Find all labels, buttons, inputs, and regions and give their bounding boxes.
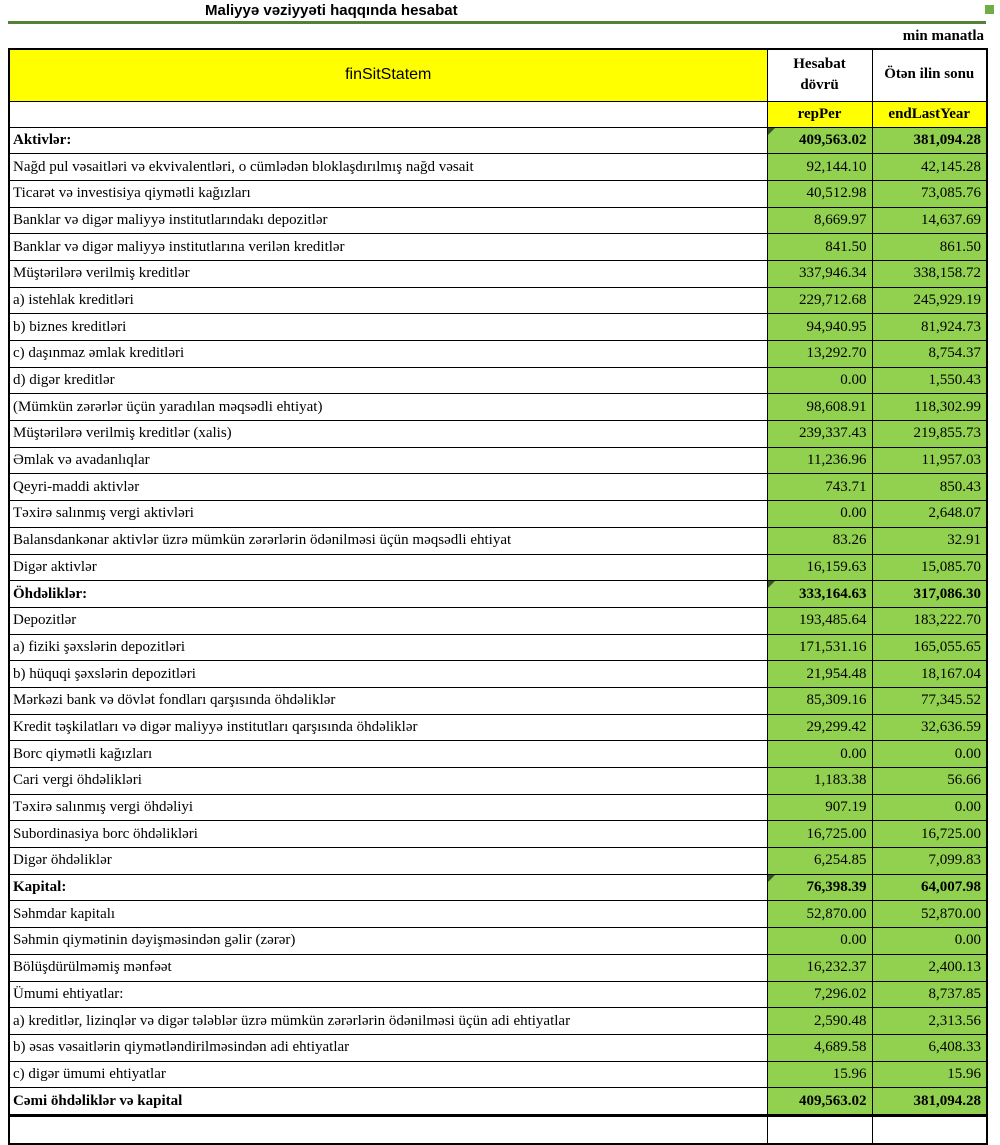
repper-value-cell[interactable]: 841.50 <box>767 234 872 261</box>
row-label-cell[interactable]: b) əsas vəsaitlərin qiymətləndirilməsindən adi ehtiyatlar <box>9 1034 767 1061</box>
row-label-cell[interactable]: Borc qiymətli kağızları <box>9 741 767 768</box>
endlastyear-value-cell[interactable]: 15,085.70 <box>872 554 987 581</box>
endlastyear-value-cell[interactable]: 16,725.00 <box>872 821 987 848</box>
repper-value-cell[interactable]: 239,337.43 <box>767 421 872 448</box>
table-row <box>9 661 987 688</box>
table-row <box>9 234 987 261</box>
row-label-cell[interactable]: Cəmi öhdəliklər və kapital <box>9 1088 767 1116</box>
endlastyear-value-cell[interactable]: 56.66 <box>872 768 987 795</box>
repper-value-cell[interactable] <box>767 1115 872 1143</box>
repper-value-cell[interactable]: 7,296.02 <box>767 981 872 1008</box>
row-label-cell[interactable]: b) biznes kreditləri <box>9 314 767 341</box>
row-label-cell[interactable]: c) digər ümumi ehtiyatlar <box>9 1061 767 1088</box>
table-row <box>9 981 987 1008</box>
table-row <box>9 581 987 608</box>
row-label-cell[interactable]: Müştərilərə verilmiş kreditlər <box>9 260 767 287</box>
row-label-cell[interactable]: Ümumi ehtiyatlar: <box>9 981 767 1008</box>
endlastyear-value-cell[interactable]: 42,145.28 <box>872 154 987 181</box>
endlastyear-value-cell[interactable] <box>872 1115 987 1143</box>
repper-value-cell[interactable]: 337,946.34 <box>767 260 872 287</box>
row-label-cell[interactable]: Balansdankənar aktivlər üzrə mümkün zərərlərin ödənilməsi üçün məqsədli ehtiyat <box>9 527 767 554</box>
table-row <box>9 1115 987 1143</box>
row-label-cell[interactable]: a) istehlak kreditləri <box>9 287 767 314</box>
row-label-cell[interactable]: Qeyri-maddi aktivlər <box>9 474 767 501</box>
repper-value-cell[interactable]: 333,164.63 <box>767 581 872 608</box>
repper-value-cell[interactable]: 0.00 <box>767 928 872 955</box>
row-label-cell[interactable]: Kapital: <box>9 874 767 901</box>
title-row <box>8 0 986 21</box>
table-row <box>9 260 987 287</box>
sheet-title: Maliyyə vəziyyəti haqqında hesabat <box>205 2 458 19</box>
endlastyear-value-cell[interactable]: 73,085.76 <box>872 180 987 207</box>
table-body <box>9 127 987 1144</box>
endlastyear-value-cell[interactable]: 1,550.43 <box>872 367 987 394</box>
table-row <box>9 634 987 661</box>
table-row <box>9 447 987 474</box>
table-row <box>9 127 987 154</box>
table-row <box>9 180 987 207</box>
endlastyear-value-cell[interactable]: 15.96 <box>872 1061 987 1088</box>
endlastyear-value-cell[interactable]: 6,408.33 <box>872 1034 987 1061</box>
spreadsheet-page <box>8 0 986 1145</box>
table-row <box>9 421 987 448</box>
row-label-cell[interactable]: Səhmin qiymətinin dəyişməsindən gəlir (zərər) <box>9 928 767 955</box>
row-label-cell[interactable]: Bölüşdürülməmiş mənfəət <box>9 954 767 981</box>
endlastyear-value-cell[interactable]: 32,636.59 <box>872 714 987 741</box>
row-label-cell[interactable]: Müştərilərə verilmiş kreditlər (xalis) <box>9 421 767 448</box>
table-row <box>9 874 987 901</box>
repper-value-cell[interactable]: 16,725.00 <box>767 821 872 848</box>
table-row <box>9 1008 987 1035</box>
table-row <box>9 1034 987 1061</box>
table-row <box>9 341 987 368</box>
repper-value-cell[interactable]: 907.19 <box>767 794 872 821</box>
endlastyear-value-cell[interactable]: 2,313.56 <box>872 1008 987 1035</box>
row-label-cell[interactable]: Nağd pul vəsaitləri və ekvivalentləri, o cümlədən bloklaşdırılmış nağd vəsait <box>9 154 767 181</box>
endlastyear-value-cell[interactable]: 0.00 <box>872 741 987 768</box>
endlastyear-value-cell[interactable]: 52,870.00 <box>872 901 987 928</box>
row-label-cell[interactable]: Depozitlər <box>9 607 767 634</box>
repper-value-cell[interactable]: 2,590.48 <box>767 1008 872 1035</box>
repper-value-cell[interactable]: 1,183.38 <box>767 768 872 795</box>
table-row <box>9 901 987 928</box>
row-label-cell[interactable]: Mərkəzi bank və dövlət fondları qarşısında öhdəliklər <box>9 687 767 714</box>
table-row <box>9 154 987 181</box>
repper-value-cell[interactable]: 52,870.00 <box>767 901 872 928</box>
row-label-cell[interactable]: Digər öhdəliklər <box>9 848 767 875</box>
endlastyear-value-cell[interactable]: 32.91 <box>872 527 987 554</box>
table-row <box>9 207 987 234</box>
endlastyear-value-cell[interactable]: 2,648.07 <box>872 501 987 528</box>
endlastyear-value-cell[interactable]: 8,737.85 <box>872 981 987 1008</box>
repper-value-cell[interactable]: 0.00 <box>767 741 872 768</box>
statement-name-header[interactable]: finSitStatem <box>9 49 767 101</box>
endlastyear-value-cell[interactable]: 7,099.83 <box>872 848 987 875</box>
repper-value-cell[interactable]: 193,485.64 <box>767 607 872 634</box>
repper-value-cell[interactable]: 4,689.58 <box>767 1034 872 1061</box>
endlastyear-value-cell[interactable]: 118,302.99 <box>872 394 987 421</box>
row-label-cell[interactable]: Öhdəliklər: <box>9 581 767 608</box>
report-period-header[interactable]: Hesabat dövrü <box>767 49 872 101</box>
table-row <box>9 714 987 741</box>
endlastyear-value-cell[interactable]: 0.00 <box>872 794 987 821</box>
repper-value-cell[interactable]: 40,512.98 <box>767 180 872 207</box>
table-row <box>9 741 987 768</box>
row-label-cell[interactable]: Kredit təşkilatları və digər maliyyə institutları qarşısında öhdəliklər <box>9 714 767 741</box>
repper-value-cell[interactable]: 0.00 <box>767 501 872 528</box>
table-row <box>9 954 987 981</box>
endlastyear-value-cell[interactable]: 338,158.72 <box>872 260 987 287</box>
row-label-cell[interactable]: Təxirə salınmış vergi aktivləri <box>9 501 767 528</box>
table-row <box>9 607 987 634</box>
endlastyear-value-cell[interactable]: 77,345.52 <box>872 687 987 714</box>
table-row <box>9 287 987 314</box>
endlastyear-value-cell[interactable]: 0.00 <box>872 928 987 955</box>
table-row <box>9 527 987 554</box>
green-corner-square <box>985 5 994 14</box>
repper-value-cell[interactable]: 16,159.63 <box>767 554 872 581</box>
repper-value-cell[interactable]: 743.71 <box>767 474 872 501</box>
row-label-cell[interactable]: Cari vergi öhdəlikləri <box>9 768 767 795</box>
table-row <box>9 501 987 528</box>
end-last-year-header[interactable]: Ötən ilin sonu <box>872 49 987 101</box>
row-label-cell[interactable]: b) hüquqi şəxslərin depozitləri <box>9 661 767 688</box>
endlastyear-value-cell[interactable]: 8,754.37 <box>872 341 987 368</box>
endlastyear-value-cell[interactable]: 81,924.73 <box>872 314 987 341</box>
table-row <box>9 848 987 875</box>
repper-value-cell[interactable]: 0.00 <box>767 367 872 394</box>
repper-value-cell[interactable]: 85,309.16 <box>767 687 872 714</box>
repper-value-cell[interactable]: 98,608.91 <box>767 394 872 421</box>
endlastyear-value-cell[interactable]: 861.50 <box>872 234 987 261</box>
repper-value-cell[interactable]: 11,236.96 <box>767 447 872 474</box>
unit-row <box>8 24 986 48</box>
table-row <box>9 554 987 581</box>
row-label-cell[interactable]: Banklar və digər maliyyə institutlarındakı depozitlər <box>9 207 767 234</box>
table-row <box>9 768 987 795</box>
row-label-cell[interactable]: Əmlak və avadanlıqlar <box>9 447 767 474</box>
repper-value-cell[interactable]: 15.96 <box>767 1061 872 1088</box>
repper-value-cell[interactable]: 16,232.37 <box>767 954 872 981</box>
endlastyear-value-cell[interactable]: 245,929.19 <box>872 287 987 314</box>
table-row <box>9 821 987 848</box>
row-label-cell[interactable]: a) kreditlər, lizinqlər və digər tələblər üzrə mümkün zərərlərin ödənilməsi üçün adi ehtiyatlar <box>9 1008 767 1035</box>
financial-statement-table <box>8 48 988 1145</box>
repper-value-cell[interactable]: 29,299.42 <box>767 714 872 741</box>
table-row <box>9 367 987 394</box>
repper-value-cell[interactable]: 6,254.85 <box>767 848 872 875</box>
blank-header-cell[interactable] <box>9 101 767 127</box>
unit-note: min manatla <box>902 28 984 44</box>
row-label-cell[interactable] <box>9 1115 767 1143</box>
row-label-cell[interactable]: Səhmdar kapitalı <box>9 901 767 928</box>
table-row <box>9 1061 987 1088</box>
table-row <box>9 687 987 714</box>
endlastyear-value-cell[interactable]: 381,094.28 <box>872 127 987 154</box>
table-row <box>9 1088 987 1116</box>
row-label-cell[interactable]: Subordinasiya borc öhdəlikləri <box>9 821 767 848</box>
repper-value-cell[interactable]: 92,144.10 <box>767 154 872 181</box>
row-label-cell[interactable]: d) digər kreditlər <box>9 367 767 394</box>
endlastyear-value-cell[interactable]: 64,007.98 <box>872 874 987 901</box>
table-row <box>9 394 987 421</box>
header-row-2 <box>9 101 987 127</box>
endlastyear-code-cell[interactable]: endLastYear <box>872 101 987 127</box>
row-label-cell[interactable]: a) fiziki şəxslərin depozitləri <box>9 634 767 661</box>
repper-value-cell[interactable]: 13,292.70 <box>767 341 872 368</box>
row-label-cell[interactable]: Banklar və digər maliyyə institutlarına verilən kreditlər <box>9 234 767 261</box>
endlastyear-value-cell[interactable]: 18,167.04 <box>872 661 987 688</box>
endlastyear-value-cell[interactable]: 165,055.65 <box>872 634 987 661</box>
repper-value-cell[interactable]: 76,398.39 <box>767 874 872 901</box>
table-row <box>9 928 987 955</box>
row-label-cell[interactable]: Ticarət və investisiya qiymətli kağızları <box>9 180 767 207</box>
row-label-cell[interactable]: Təxirə salınmış vergi öhdəliyi <box>9 794 767 821</box>
endlastyear-value-cell[interactable]: 2,400.13 <box>872 954 987 981</box>
repper-value-cell[interactable]: 8,669.97 <box>767 207 872 234</box>
repper-value-cell[interactable]: 21,954.48 <box>767 661 872 688</box>
endlastyear-value-cell[interactable]: 14,637.69 <box>872 207 987 234</box>
endlastyear-value-cell[interactable]: 850.43 <box>872 474 987 501</box>
repper-value-cell[interactable]: 83.26 <box>767 527 872 554</box>
table-row <box>9 794 987 821</box>
endlastyear-value-cell[interactable]: 11,957.03 <box>872 447 987 474</box>
repper-value-cell[interactable]: 409,563.02 <box>767 127 872 154</box>
endlastyear-value-cell[interactable]: 317,086.30 <box>872 581 987 608</box>
row-label-cell[interactable]: Digər aktivlər <box>9 554 767 581</box>
table-row <box>9 474 987 501</box>
endlastyear-value-cell[interactable]: 183,222.70 <box>872 607 987 634</box>
row-label-cell[interactable]: (Mümkün zərərlər üçün yaradılan məqsədli ehtiyat) <box>9 394 767 421</box>
row-label-cell[interactable]: c) daşınmaz əmlak kreditləri <box>9 341 767 368</box>
endlastyear-value-cell[interactable]: 381,094.28 <box>872 1088 987 1116</box>
repper-value-cell[interactable]: 94,940.95 <box>767 314 872 341</box>
header-row-1 <box>9 49 987 101</box>
repper-value-cell[interactable]: 229,712.68 <box>767 287 872 314</box>
endlastyear-value-cell[interactable]: 219,855.73 <box>872 421 987 448</box>
row-label-cell[interactable]: Aktivlər: <box>9 127 767 154</box>
table-row <box>9 314 987 341</box>
repper-code-cell[interactable]: repPer <box>767 101 872 127</box>
repper-value-cell[interactable]: 171,531.16 <box>767 634 872 661</box>
repper-value-cell[interactable]: 409,563.02 <box>767 1088 872 1116</box>
